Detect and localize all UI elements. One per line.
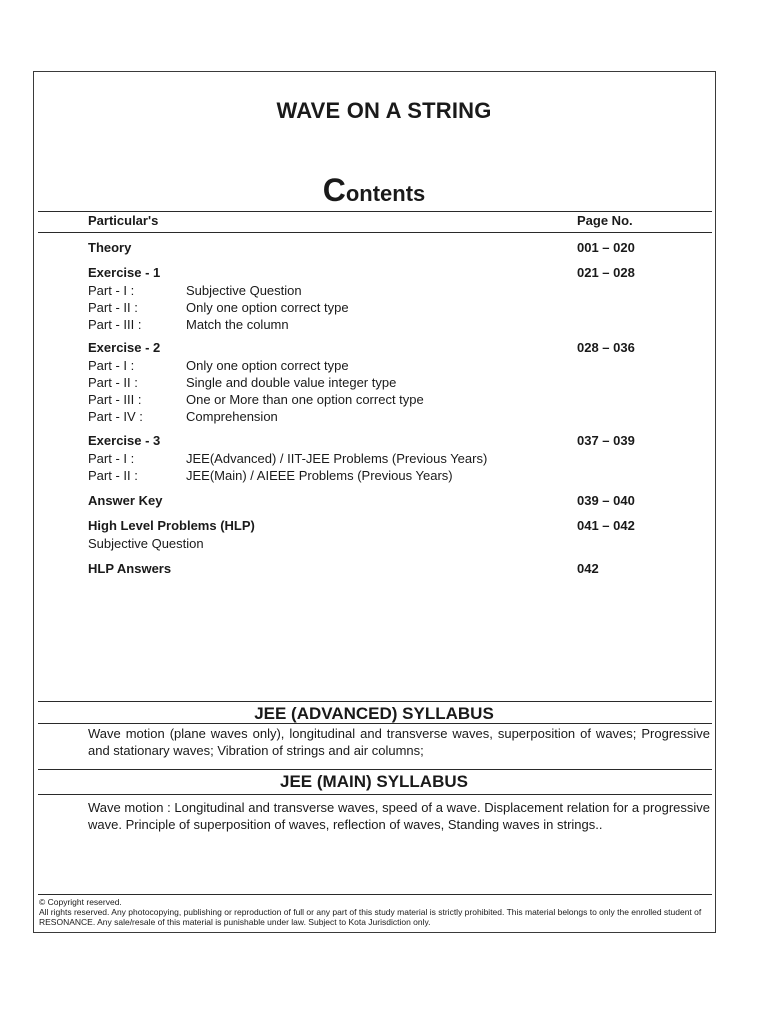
copyright-line: © Copyright reserved. [39, 897, 122, 907]
exercise2-part-desc: Comprehension [186, 409, 278, 424]
hlp-sub-label: Subjective Question [88, 536, 204, 551]
page-title: WAVE ON A STRING [276, 98, 492, 123]
exercise1-part-desc: Match the column [186, 317, 289, 332]
divider [38, 794, 712, 795]
exercise3-part-label: Part - II : [88, 468, 138, 483]
hlp-label: High Level Problems (HLP) [88, 518, 255, 533]
contents-heading-initial: C [322, 172, 346, 208]
advanced-syllabus-text: Wave motion (plane waves only), longitudinal and transverse waves, superposition of waves; Progressive and stationary waves; Vibration of strings and air columns; [88, 726, 710, 758]
hlp-answers-label: HLP Answers [88, 561, 172, 576]
column-header-page: Page No. [577, 213, 633, 228]
divider [38, 701, 712, 702]
exercise3-part-label: Part - I : [88, 451, 135, 466]
exercise1-part-desc: Subjective Question [186, 283, 302, 298]
exercise2-part-desc: Single and double value integer type [186, 375, 397, 390]
exercise1-part-label: Part - III : [88, 317, 142, 332]
advanced-syllabus-heading: JEE (ADVANCED) SYLLABUS [254, 704, 494, 723]
exercise2-part-label: Part - I : [88, 358, 135, 373]
contents-heading [0, 172, 748, 209]
column-header-particulars: Particular's [88, 213, 159, 228]
divider [38, 232, 712, 233]
rights-notice: All rights reserved. Any photocopying, publishing or reproduction of full or any part of this study material is strictly prohibited. This material belongs to only the enrolled student of RESONANCE. Any sale/resale of this material is punishable under law. Subject to Kota Jurisdiction only. [39, 907, 702, 927]
divider [38, 769, 712, 770]
exercise1-pages: 021 – 028 [577, 265, 635, 280]
exercise3-part-desc: JEE(Advanced) / IIT-JEE Problems (Previous Years) [186, 451, 488, 466]
exercise2-part-label: Part - IV : [88, 409, 143, 424]
main-syllabus-text: Wave motion : Longitudinal and transverse waves, speed of a wave. Displacement relation for a progressive wave. Principle of superposition of waves, reflection of waves, Standing waves in strings.. [88, 800, 710, 832]
exercise1-part-label: Part - II : [88, 300, 138, 315]
exercise1-label: Exercise - 1 [88, 265, 161, 280]
exercise3-pages: 037 – 039 [577, 433, 635, 448]
exercise3-label: Exercise - 3 [88, 433, 161, 448]
contents-heading-rest: ontents [345, 181, 426, 206]
answer-key-label: Answer Key [88, 493, 163, 508]
exercise2-part-desc: Only one option correct type [186, 358, 349, 373]
exercise2-label: Exercise - 2 [88, 340, 161, 355]
exercise1-part-desc: Only one option correct type [186, 300, 349, 315]
hlp-pages: 041 – 042 [577, 518, 635, 533]
divider [38, 723, 712, 724]
exercise2-pages: 028 – 036 [577, 340, 635, 355]
hlp-answers-pages: 042 [577, 561, 599, 576]
divider [38, 894, 712, 895]
exercise2-part-label: Part - III : [88, 392, 142, 407]
main-syllabus-heading: JEE (MAIN) SYLLABUS [280, 772, 468, 791]
exercise3-part-desc: JEE(Main) / AIEEE Problems (Previous Years) [186, 468, 453, 483]
theory-label: Theory [88, 240, 132, 255]
divider [38, 211, 712, 212]
exercise1-part-label: Part - I : [88, 283, 135, 298]
exercise2-part-label: Part - II : [88, 375, 138, 390]
exercise2-part-desc: One or More than one option correct type [186, 392, 424, 407]
answer-key-pages: 039 – 040 [577, 493, 635, 508]
theory-pages: 001 – 020 [577, 240, 635, 255]
